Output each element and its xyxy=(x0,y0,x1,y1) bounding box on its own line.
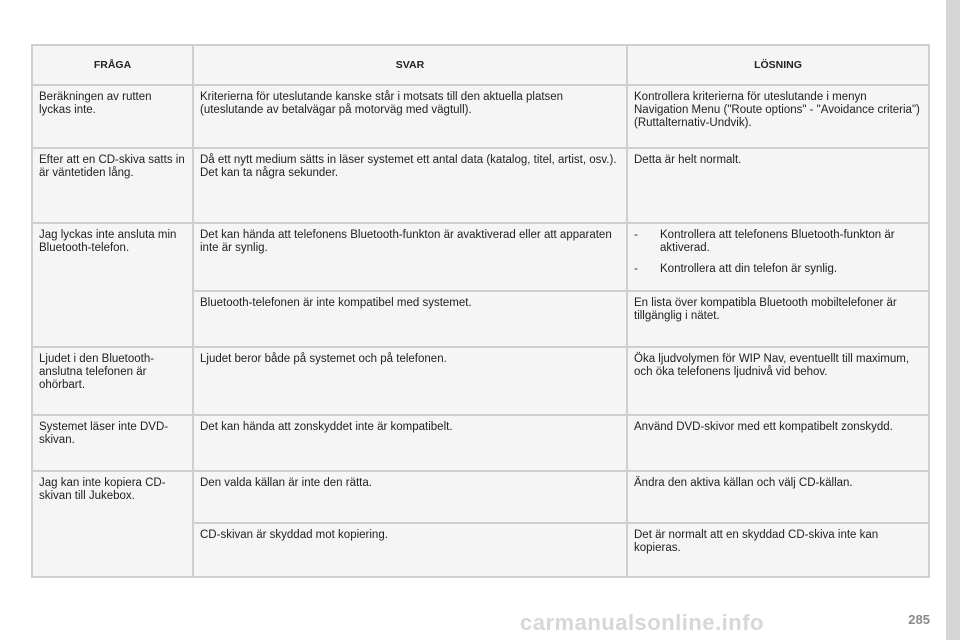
solution-cell: Öka ljudvolymen för WIP Nav, eventuellt till maximum, och öka telefonens ljudnivå vid behov. xyxy=(627,347,929,415)
answer-cell: CD-skivan är skyddad mot kopiering. xyxy=(193,523,627,577)
header-question: FRÅGA xyxy=(32,45,193,85)
table-row xyxy=(32,85,929,148)
question-cell: Beräkningen av rutten lyckas inte. xyxy=(32,85,193,148)
solution-cell: Detta är helt normalt. xyxy=(627,148,929,223)
solution-list xyxy=(634,229,922,276)
page-number: 285 xyxy=(908,612,930,627)
answer-cell: Det kan hända att telefonens Bluetooth-funkton är avaktiverad eller att apparaten inte är synlig. xyxy=(193,223,627,291)
question-cell: Ljudet i den Bluetooth-anslutna telefonen är ohörbart. xyxy=(32,347,193,415)
answer-cell: Den valda källan är inte den rätta. xyxy=(193,471,627,523)
dash-bullet: - xyxy=(634,229,638,241)
dash-bullet: - xyxy=(634,263,638,275)
solution-cell: Ändra den aktiva källan och välj CD-källan. xyxy=(627,471,929,523)
table-row xyxy=(32,223,929,291)
table-row xyxy=(32,471,929,523)
watermark: carmanualsonline.info xyxy=(520,610,764,635)
table-row xyxy=(32,148,929,223)
solution-cell: Använd DVD-skivor med ett kompatibelt zonskydd. xyxy=(627,415,929,471)
table-row xyxy=(32,347,929,415)
solution-cell: Kontrollera kriterierna för uteslutande i menyn Navigation Menu ("Route options" - "Avoidance criteria") (Ruttalternativ-Undvik). xyxy=(627,85,929,148)
solution-cell: En lista över kompatibla Bluetooth mobiltelefoner är tillgänglig i nätet. xyxy=(627,291,929,347)
table-row xyxy=(32,415,929,471)
answer-cell: Ljudet beror både på systemet och på telefonen. xyxy=(193,347,627,415)
question-cell: Jag lyckas inte ansluta min Bluetooth-telefon. xyxy=(32,223,193,347)
list-item: - Kontrollera att din telefon är synlig. xyxy=(634,263,838,275)
question-cell: Efter att en CD-skiva satts in är väntetiden lång. xyxy=(32,148,193,223)
answer-cell: Bluetooth-telefonen är inte kompatibel med systemet. xyxy=(193,291,627,347)
answer-cell: Kriterierna för uteslutande kanske står i motsats till den aktuella platsen (uteslutande av betalvägar på motorväg med vägtull). xyxy=(193,85,627,148)
question-cell: Jag kan inte kopiera CD-skivan till Jukebox. xyxy=(32,471,193,577)
answer-cell: Då ett nytt medium sätts in läser systemet ett antal data (katalog, titel, artist, osv.). Det kan ta några sekunder. xyxy=(193,148,627,223)
page-edge-bar xyxy=(946,0,960,640)
solution-cell xyxy=(627,223,929,291)
question-cell: Systemet läser inte DVD-skivan. xyxy=(32,415,193,471)
solution-cell: Det är normalt att en skyddad CD-skiva inte kan kopieras. xyxy=(627,523,929,577)
header-solution: LÖSNING xyxy=(627,45,929,85)
list-item: - Kontrollera att telefonens Bluetooth-funkton är aktiverad. xyxy=(634,229,895,254)
answer-cell: Det kan hända att zonskyddet inte är kompatibelt. xyxy=(193,415,627,471)
troubleshooting-table xyxy=(31,44,930,578)
table-header-row xyxy=(32,45,929,85)
header-answer: SVAR xyxy=(193,45,627,85)
